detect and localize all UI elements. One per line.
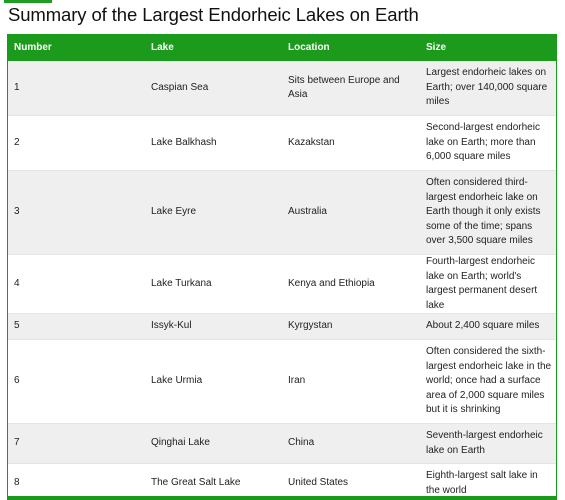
cell-lake: Caspian Sea (145, 61, 282, 116)
table-row (8, 464, 556, 500)
lakes-table (8, 35, 556, 500)
cell-location: Australia (282, 171, 420, 255)
cell-location: China (282, 424, 420, 464)
table-header-row (8, 35, 556, 61)
cell-lake: Issyk-Kul (145, 314, 282, 340)
cell-size: Second-largest endorheic lake on Earth; more than 6,000 square miles (420, 116, 556, 171)
cell-location: Sits between Europe and Asia (282, 61, 420, 116)
cell-number: 5 (8, 314, 145, 340)
table-row (8, 61, 556, 116)
table-row (8, 116, 556, 171)
cell-location: Kenya and Ethiopia (282, 255, 420, 314)
cell-lake: Lake Balkhash (145, 116, 282, 171)
cell-location: Iran (282, 340, 420, 424)
cell-size: About 2,400 square miles (420, 314, 556, 340)
lakes-table-container (7, 34, 557, 500)
cell-location: Kyrgystan (282, 314, 420, 340)
cell-number: 6 (8, 340, 145, 424)
cell-size: Often considered third-largest endorheic lake on Earth though it only exists some of the time; spans over 3,500 square miles (420, 171, 556, 255)
cell-size: Fourth-largest endorheic lake on Earth; world's largest permanent desert lake (420, 255, 556, 314)
cell-lake: Lake Eyre (145, 171, 282, 255)
cell-number: 1 (8, 61, 145, 116)
column-header-size: Size (420, 35, 556, 61)
cell-lake: Lake Turkana (145, 255, 282, 314)
top-accent-bar (4, 0, 52, 3)
cell-size: Largest endorheic lakes on Earth; over 140,000 square miles (420, 61, 556, 116)
page-title: Summary of the Largest Endorheic Lakes on Earth (8, 4, 419, 25)
cell-location: United States (282, 464, 420, 500)
table-row (8, 171, 556, 255)
cell-size: Eighth-largest salt lake in the world (420, 464, 556, 500)
cell-number: 4 (8, 255, 145, 314)
cell-lake: The Great Salt Lake (145, 464, 282, 500)
column-header-location: Location (282, 35, 420, 61)
cell-number: 7 (8, 424, 145, 464)
cell-lake: Lake Urmia (145, 340, 282, 424)
column-header-lake: Lake (145, 35, 282, 61)
table-row (8, 255, 556, 314)
table-row (8, 314, 556, 340)
table-row (8, 424, 556, 464)
cell-location: Kazakstan (282, 116, 420, 171)
cell-size: Seventh-largest endorheic lake on Earth (420, 424, 556, 464)
cell-number: 2 (8, 116, 145, 171)
table-row (8, 340, 556, 424)
cell-number: 8 (8, 464, 145, 500)
cell-lake: Qinghai Lake (145, 424, 282, 464)
cell-size: Often considered the sixth-largest endorheic lake in the world; once had a surface area of 2,000 square miles but it is shrinking (420, 340, 556, 424)
column-header-number: Number (8, 35, 145, 61)
cell-number: 3 (8, 171, 145, 255)
